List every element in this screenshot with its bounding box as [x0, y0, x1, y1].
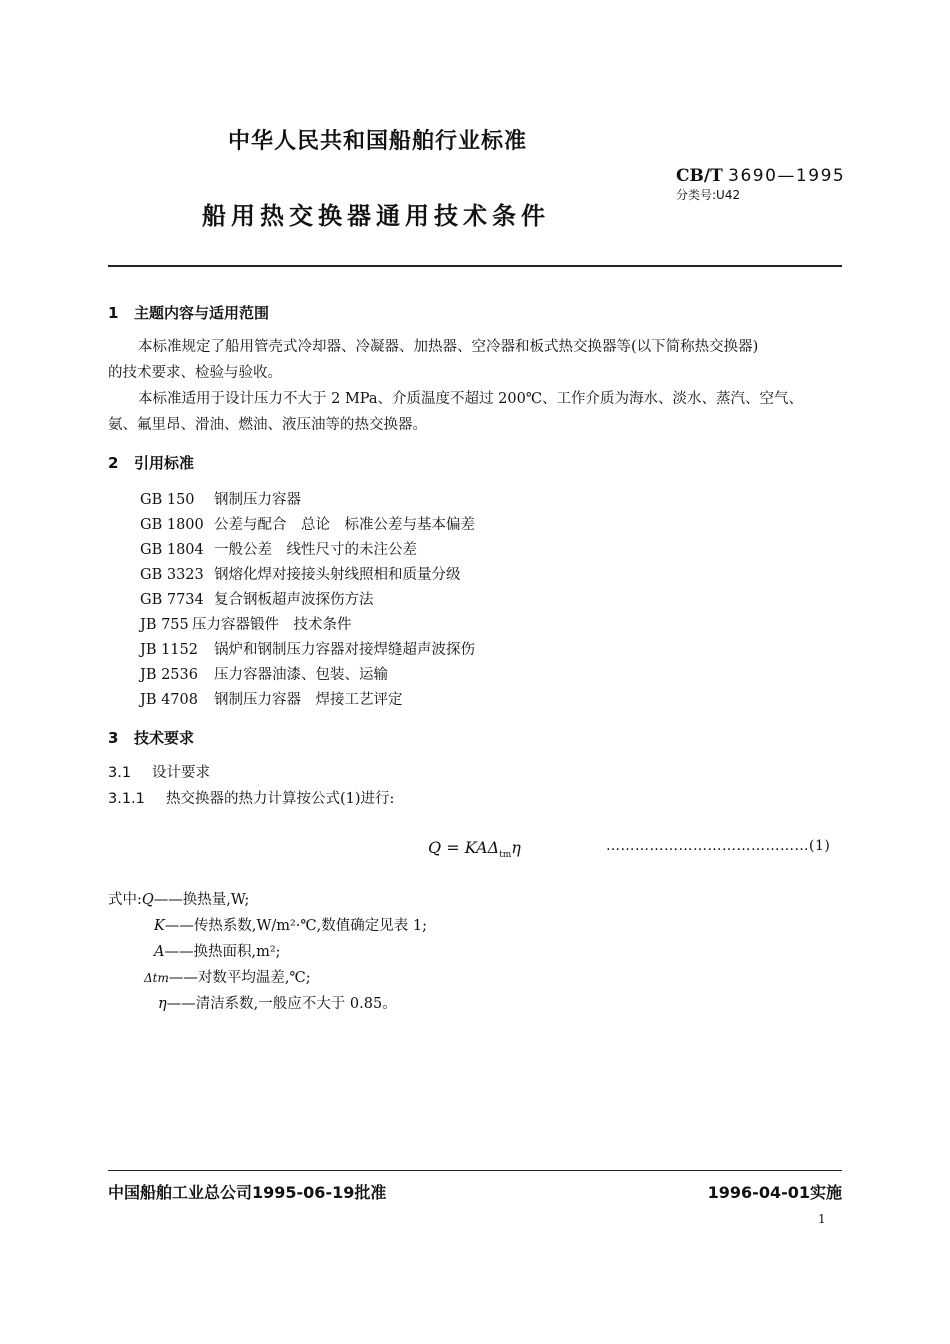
- subsection-number: 3.1.1: [108, 791, 145, 807]
- reference-title: 复合钢板超声波探伤方法: [214, 592, 374, 608]
- reference-code: GB 1804: [140, 542, 204, 558]
- reference-title: 钢制压力容器: [214, 492, 301, 508]
- subsection-text: 热交换器的热力计算按公式(1)进行:: [166, 791, 395, 807]
- formula: [428, 838, 521, 860]
- reference-code: JB 1152: [140, 642, 198, 658]
- variable-symbol: Δtm: [144, 971, 169, 985]
- subsection-3-1-1: [108, 786, 394, 812]
- standard-title: 中华人民共和国船舶行业标准: [228, 129, 528, 154]
- reference-code: JB 755: [140, 617, 189, 633]
- variable-symbol: A: [154, 944, 165, 960]
- variable-definition: [144, 966, 311, 987]
- variable-description: ——清洁系数,一般应不大于 0.85。: [166, 996, 397, 1012]
- section-number: 2: [108, 454, 119, 472]
- classification-number: 分类号:U42: [676, 188, 741, 202]
- variable-symbol: η: [158, 996, 167, 1012]
- code-prefix: CB/T: [676, 166, 723, 186]
- where-label: 式中:: [108, 892, 142, 908]
- section-number: 1: [108, 304, 119, 322]
- variable-definition: [158, 992, 397, 1013]
- equation-number: ……………………………………(1): [606, 838, 831, 854]
- reference-title: 钢熔化焊对接接头射线照相和质量分级: [214, 567, 461, 583]
- approval-statement: 中国船舶工业总公司1995-06-19批准: [108, 1183, 387, 1202]
- reference-item: [140, 688, 403, 709]
- header-divider: [108, 265, 842, 267]
- variable-description: ——对数平均温差,℃;: [168, 970, 311, 986]
- reference-item: [140, 663, 388, 684]
- reference-code: GB 1800: [140, 517, 204, 533]
- paragraph-line: 本标准规定了船用管壳式冷却器、冷凝器、加热器、空冷器和板式热交换器等(以下简称热交换器): [138, 339, 759, 355]
- variable-description: ——换热量,W;: [153, 892, 250, 908]
- section-title: 主题内容与适用范围: [134, 304, 270, 322]
- document-title: 船用热交换器通用技术条件: [202, 202, 550, 230]
- reference-item: [140, 563, 461, 584]
- subsection-title: 设计要求: [152, 765, 210, 781]
- paragraph-line: 本标准适用于设计压力不大于 2 MPa、介质温度不超过 200℃、工作介质为海水、淡水、蒸汽、空气、: [138, 391, 804, 407]
- reference-code: GB 150: [140, 492, 195, 508]
- reference-item: [140, 588, 374, 609]
- section-3-heading: [108, 727, 194, 748]
- reference-code: JB 4708: [140, 692, 198, 708]
- reference-title: 公差与配合 总论 标准公差与基本偏差: [214, 517, 475, 533]
- reference-code: GB 7734: [140, 592, 204, 608]
- formula-equals: =: [446, 838, 460, 857]
- reference-code: JB 2536: [140, 667, 198, 683]
- reference-item: [140, 613, 352, 634]
- section-2-heading: [108, 452, 194, 473]
- reference-title: 压力容器锻件 技术条件: [192, 617, 352, 633]
- page-number: 1: [818, 1212, 826, 1226]
- variable-definition: [154, 940, 281, 961]
- variable-description: ——传热系数,W/m²·℃,数值确定见表 1;: [164, 918, 427, 934]
- footer-divider: [108, 1170, 842, 1171]
- formula-tail: η: [511, 838, 521, 857]
- reference-item: [140, 638, 475, 659]
- variable-description: ——换热面积,m²;: [164, 944, 281, 960]
- variable-definition: [154, 914, 427, 935]
- reference-title: 一般公差 线性尺寸的未注公差: [214, 542, 417, 558]
- formula-lhs: Q: [428, 838, 442, 857]
- variable-symbol: K: [154, 918, 165, 934]
- subsection-number: 3.1: [108, 765, 132, 781]
- section-title: 技术要求: [134, 729, 195, 747]
- subsection-3-1: [108, 760, 210, 786]
- reference-title: 锅炉和钢制压力容器对接焊缝超声波探伤: [214, 642, 475, 658]
- section-number: 3: [108, 729, 119, 747]
- formula-rhs: KAΔ: [464, 838, 500, 857]
- reference-title: 压力容器油漆、包装、运输: [214, 667, 388, 683]
- code-number: 3690—1995: [728, 166, 846, 186]
- section-title: 引用标准: [134, 454, 195, 472]
- reference-item: [140, 488, 301, 509]
- reference-item: [140, 513, 475, 534]
- paragraph-line: 氨、氟里昂、滑油、燃油、液压油等的热交换器。: [108, 417, 427, 433]
- paragraph-line: 的技术要求、检验与验收。: [108, 365, 282, 381]
- implementation-date: 1996-04-01实施: [707, 1183, 842, 1202]
- reference-item: [140, 538, 417, 559]
- standard-code: [676, 166, 845, 186]
- variable-definition: [108, 888, 249, 909]
- variable-symbol: Q: [141, 892, 154, 908]
- section-1-heading: [108, 302, 269, 323]
- formula-subscript: tm: [499, 850, 512, 861]
- reference-code: GB 3323: [140, 567, 204, 583]
- reference-title: 钢制压力容器 焊接工艺评定: [214, 692, 403, 708]
